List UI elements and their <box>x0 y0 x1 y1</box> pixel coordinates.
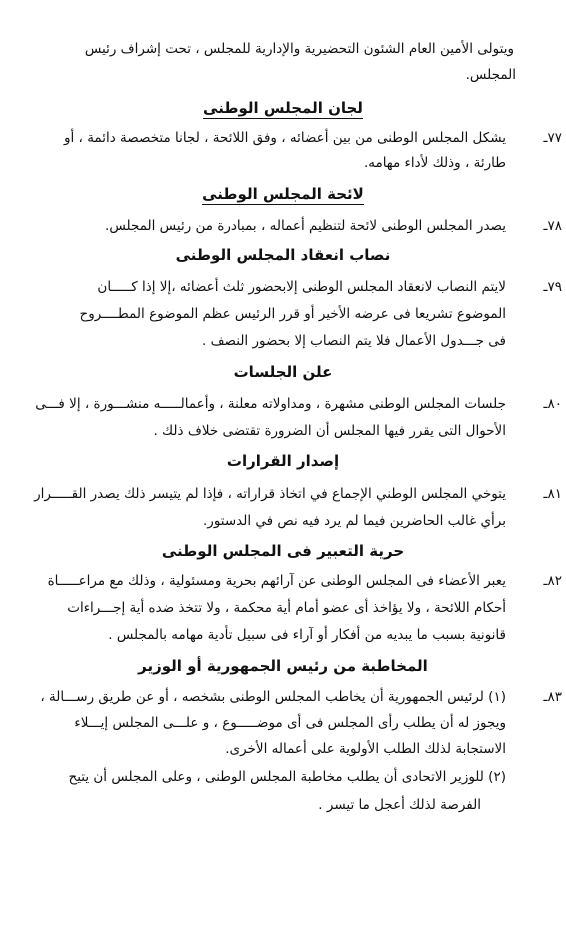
intro-line-2: المجلس. <box>465 67 516 83</box>
article-83-line-2: ويجوز له أن يطلب رأى المجلس فى أى موضـــــوع ، و علـــى المجلس إيـــلاء <box>74 715 506 731</box>
article-83-line-1: (١) لرئيس الجمهورية أن يخاطب المجلس الوطنى بشخصه ، أو عن طريق رســـالة ، <box>40 689 506 705</box>
article-77-line-1: يشكل المجلس الوطنى من بين أعضائه ، وفق اللائحة ، لجانا متخصصة دائمة ، أو <box>63 130 506 146</box>
article-80-line-2: الأحوال التى يقرر فيها المجلس أن الضرورة تقتضى خلاف ذلك . <box>153 423 506 439</box>
article-78-line-1: يصدر المجلس الوطنى لائحة لتنظيم أعماله ، بمبادرة من رئيس المجلس. <box>105 218 506 234</box>
section-heading-81: إصدار القرارات <box>226 452 340 470</box>
section-heading-79: نصاب انعقاد المجلس الوطنى <box>175 246 391 264</box>
article-82-line-3: قانونية بسبب ما يبديه من أفكار أو آراء فى سبيل تأدية مهامه بالمجلس . <box>108 627 506 643</box>
article-81-line-1: يتوخي المجلس الوطني الإجماع في اتخاذ قراراته ، فإذا لم يتيسر ذلك يصدر القـــــرار <box>34 486 506 502</box>
section-heading-80: علن الجلسات <box>233 363 333 381</box>
section-heading-78: لائحة المجلس الوطنى <box>202 185 364 203</box>
article-83-line-3: الاستجابة لذلك الطلب الأولوية على أعماله الأخرى. <box>225 741 506 757</box>
intro-line-1: ويتولى الأمين العام الشئون التحضيرية والإدارية للمجلس ، تحت إشراف رئيس <box>84 41 514 57</box>
article-82-line-2: أحكام اللائحة ، ولا يؤاخذ أى عضو أمام أية محكمة ، ولا تتخذ ضده أية إجـــراءات <box>67 600 506 616</box>
article-77-line-2: طارئة ، وذلك لأداء مهامه. <box>363 155 506 171</box>
section-heading-82: حرية التعبير فى المجلس الوطنى <box>161 542 405 560</box>
article-number-81: ٨١ـ <box>543 486 562 502</box>
article-80-line-1: جلسات المجلس الوطنى مشهرة ، ومداولاته معلنة ، وأعمالـــــه منشـــورة ، إلا فـــى <box>35 396 506 412</box>
article-79-line-1: لايتم النصاب لانعقاد المجلس الوطنى إلابحضور ثلث أعضائه ،إلا إذا كـــــان <box>97 279 506 295</box>
section-heading-77: لجان المجلس الوطنى <box>203 99 363 117</box>
article-number-77: ٧٧ـ <box>543 130 562 146</box>
article-83-line-5: الفرصة لذلك أعجل ما تيسر . <box>318 797 481 813</box>
article-79-line-2: الموضوع تشريعا فى عرضه الأخير أو قرر الرئيس عظم الموضوع المطــــروح <box>79 306 506 322</box>
article-81-line-2: برأي غالب الحاضرين فيما لم يرد فيه نص في الدستور. <box>203 513 506 529</box>
article-83-line-4: (٢) للوزير الاتحادى أن يطلب مخاطبة المجلس الوطنى ، وعلى المجلس أن يتيح <box>68 769 506 785</box>
article-number-82: ٨٢ـ <box>543 573 562 589</box>
section-heading-83: المخاطبة من رئيس الجمهورية أو الوزير <box>138 657 428 675</box>
article-number-83: ٨٣ـ <box>543 689 562 705</box>
article-number-78: ٧٨ـ <box>543 218 562 234</box>
article-82-line-1: يعبر الأعضاء فى المجلس الوطنى عن آرائهم بحرية ومسئولية ، وذلك مع مراعـــــاة <box>47 573 506 589</box>
article-number-80: ٨٠ـ <box>543 396 562 412</box>
article-79-line-3: فى جـــدول الأعمال فلا يتم النصاب إلا بحضور النصف . <box>201 333 506 349</box>
article-number-79: ٧٩ـ <box>543 279 562 295</box>
